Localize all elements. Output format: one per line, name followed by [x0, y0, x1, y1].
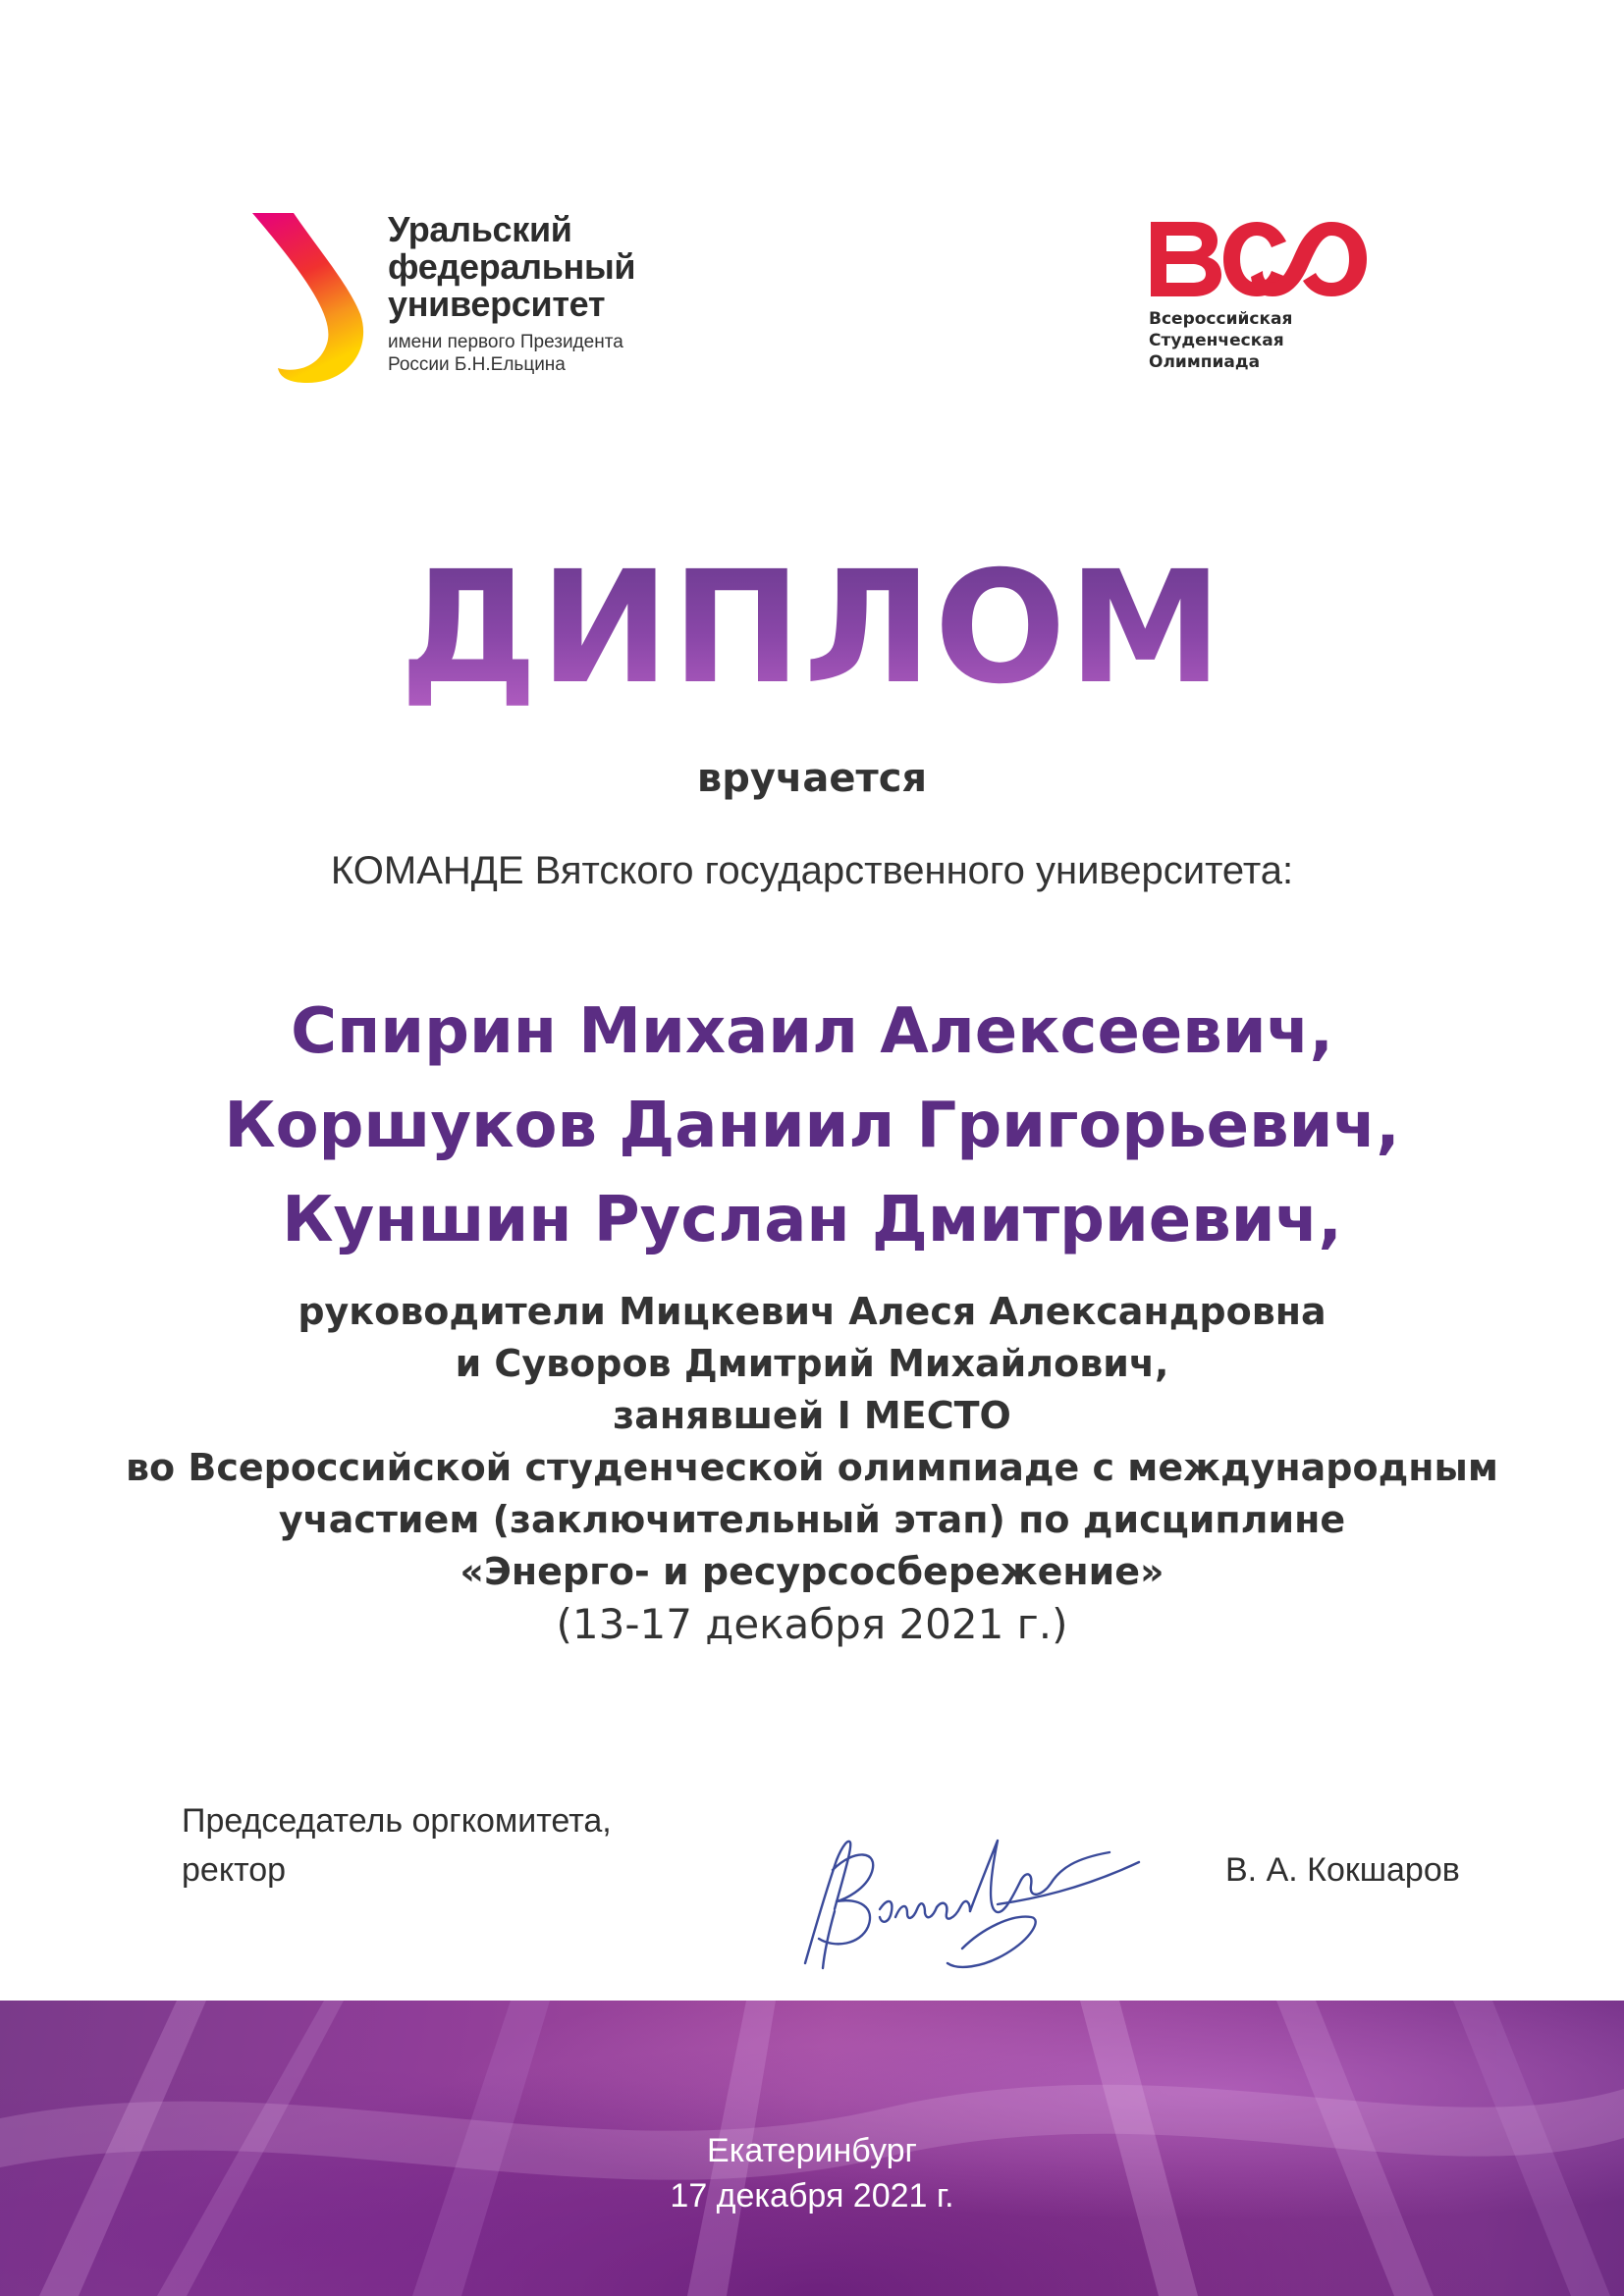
detail-line-4: во Всероссийской студенческой олимпиаде с международным [126, 1446, 1498, 1489]
participant-name-3: Куншин Руслан Дмитриевич, [282, 1184, 1342, 1256]
vso-logo [1147, 214, 1382, 381]
handwritten-signature-icon [785, 1801, 1159, 1978]
chair-position-line-1: Председатель оргкомитета, [182, 1802, 612, 1840]
urfu-sub-line-1: имени первого Президента [388, 332, 623, 352]
diploma-title: ДИПЛОМ [0, 545, 1624, 712]
urfu-name-line-3: университет [388, 284, 606, 324]
vso-name-line-1: Всероссийская [1149, 309, 1293, 329]
urfu-u-mark-icon [250, 211, 378, 388]
footer-band [0, 2001, 1624, 2296]
awarded-text: вручается [696, 756, 928, 801]
urfu-name-line-2: федеральный [388, 246, 636, 287]
participant-name-2: Коршуков Даниил Григорьевич, [224, 1090, 1400, 1162]
signer-name: В. А. Кокшаров [1225, 1851, 1460, 1889]
team-text: КОМАНДЕ Вятского государственного университета: [330, 849, 1294, 892]
participant-name-1: Спирин Михаил Алексеевич, [291, 995, 1333, 1068]
olympiad-dates: (13-17 декабря 2021 г.) [556, 1600, 1068, 1648]
vso-mark-icon [1147, 214, 1373, 304]
detail-line-1: руководители Мицкевич Алеся Александровна [298, 1290, 1326, 1333]
vso-name-line-2: Студенческая [1149, 331, 1284, 350]
vso-name-line-3: Олимпиада [1149, 352, 1261, 372]
detail-line-3: занявшей I МЕСТО [613, 1394, 1011, 1437]
detail-line-2: и Суворов Дмитрий Михайлович, [455, 1342, 1169, 1385]
urfu-name-line-1: Уральский [388, 209, 572, 249]
detail-line-5: участием (заключительный этап) по дисциплине [278, 1498, 1346, 1541]
urfu-name [388, 211, 682, 376]
participant-names [0, 985, 1624, 1267]
chair-position [182, 1796, 612, 1895]
footer-place-date [0, 2128, 1624, 2218]
urfu-sub-line-2: России Б.Н.Ельцина [388, 354, 566, 375]
award-details [0, 1286, 1624, 1650]
footer-city: Екатеринбург [707, 2132, 917, 2169]
vso-name [1149, 308, 1292, 373]
chair-position-line-2: ректор [182, 1851, 287, 1889]
detail-line-6: «Энерго- и ресурсосбережение» [460, 1550, 1164, 1593]
urfu-logo [250, 211, 663, 388]
footer-date: 17 декабря 2021 г. [670, 2177, 954, 2215]
